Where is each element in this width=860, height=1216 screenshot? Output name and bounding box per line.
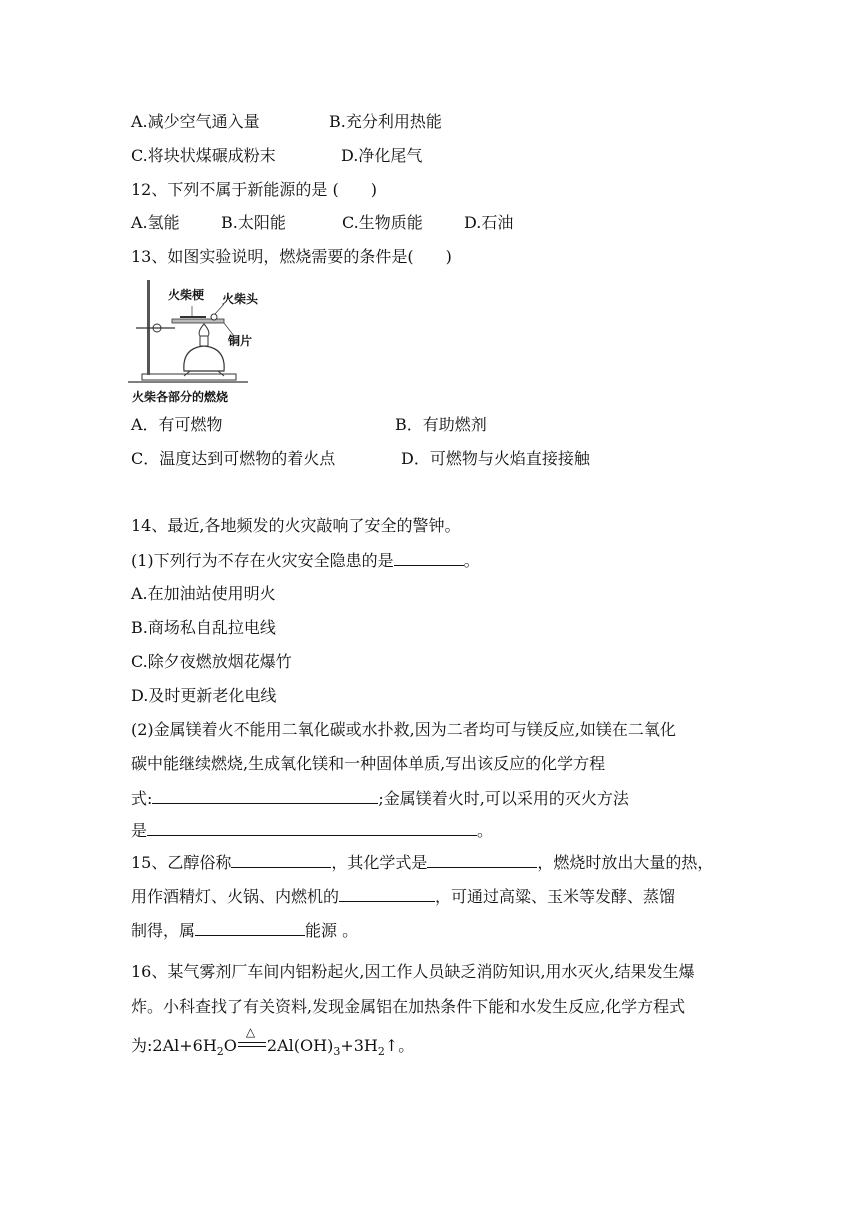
label-copper-plate: 铜片: [228, 334, 253, 348]
q15-line3-a: 制得，属: [131, 921, 196, 940]
q14-part1-text: (1)下列行为不存在火灾安全隐患的是: [131, 551, 394, 570]
q14-part2-line1: (2)金属镁着火不能用二氧化碳或水扑救,因为二者均可与镁反应,如镁在二氧化: [131, 720, 676, 739]
q14-option-b: B.商场私自乱拉电线: [131, 618, 276, 637]
q14-part2-line4-end: 。: [477, 821, 494, 840]
q15-formula-blank[interactable]: [427, 851, 537, 868]
q14-part1-blank[interactable]: [394, 549, 464, 566]
eq-arrow: [237, 1025, 267, 1051]
q14-part2-line3-rest: ;金属镁着火时,可以采用的灭火方法: [378, 789, 629, 808]
q11-option-a: A.减少空气通入量: [131, 112, 260, 131]
q12-stem: 12、下列不属于新能源的是 ( ): [131, 180, 377, 199]
q12-option-c: C.生物质能: [342, 213, 423, 232]
q15-line1-c: ，燃烧时放出大量的热，: [537, 853, 714, 872]
q15-line3: [131, 919, 358, 942]
q14-option-c: C.除夕夜燃放烟花爆竹: [131, 652, 292, 671]
q15-line1: [131, 851, 713, 874]
q11-option-b: B.充分利用热能: [329, 112, 442, 131]
q14-part2-line2: 碳中能继续燃烧,生成氧化镁和一种固体单质,写出该反应的化学方程: [131, 754, 606, 773]
eq-sub-3: 2: [377, 1045, 385, 1059]
q14-method-blank[interactable]: [147, 819, 477, 836]
eq-sub-2: 3: [333, 1045, 341, 1059]
q12-option-b: B.太阳能: [221, 213, 286, 232]
q11-option-c: C.将块状煤碾成粉末: [131, 146, 276, 165]
q15-common-name-blank[interactable]: [231, 851, 331, 868]
heat-delta-icon: △: [245, 1025, 256, 1039]
q14-part2-line3: [131, 787, 629, 810]
q14-part2-line4: [131, 819, 493, 842]
q16-line1: 16、某气雾剂厂车间内铝粉起火,因工作人员缺乏消防知识,用水灭火,结果发生爆: [131, 962, 695, 981]
q15-line1-b: ，其化学式是: [331, 853, 428, 872]
eq-prefix: 为:2Al+6H: [131, 1036, 217, 1055]
q16-equation: [131, 1025, 415, 1063]
match-burning-figure: [128, 276, 268, 408]
q15-use-blank[interactable]: [339, 885, 435, 902]
q14-part2-line3-prefix: 式:: [131, 789, 153, 808]
eq-o: O: [223, 1036, 237, 1055]
q15-line2: [131, 885, 675, 908]
q12-option-d: D.石油: [464, 213, 514, 232]
eq-sub-1: 2: [216, 1045, 224, 1059]
q11-option-d: D.净化尾气: [341, 146, 423, 165]
q15-line2-a: 用作酒精灯、火锅、内燃机的: [131, 887, 340, 906]
q13-stem: 13、如图实验说明，燃烧需要的条件是( ): [131, 247, 452, 266]
q14-option-a: A.在加油站使用明火: [131, 584, 276, 603]
q13-option-a: A．有可燃物: [131, 415, 223, 434]
q13-option-b: B．有助燃剂: [395, 415, 487, 434]
figure-caption: 火柴各部分的燃烧: [132, 390, 229, 404]
double-line: [238, 1042, 266, 1047]
eq-mid: 2Al(OH): [266, 1036, 334, 1055]
eq-mid-2: +3H: [340, 1036, 378, 1055]
q14-part1: [131, 549, 480, 572]
q14-part2-line4-prefix: 是: [131, 821, 148, 840]
label-match-stick: 火柴梗: [168, 288, 205, 302]
q16-line2: 炸。小科查找了有关资料,发现金属铝在加热条件下能和水发生反应,化学方程式: [131, 997, 686, 1016]
label-match-head: 火柴头: [222, 292, 259, 306]
q14-equation-blank[interactable]: [152, 787, 378, 804]
q14-option-d: D.及时更新老化电线: [131, 686, 277, 705]
q15-line3-b: 能源 。: [305, 921, 359, 940]
q15-energy-type-blank[interactable]: [195, 919, 305, 936]
q13-option-c: C．温度达到可燃物的着火点: [131, 449, 336, 468]
q12-option-a: A.氢能: [131, 213, 180, 232]
eq-end: ↑。: [384, 1036, 415, 1055]
q15-line2-b: ，可通过高粱、玉米等发酵、蒸馏: [435, 887, 676, 906]
q14-stem: 14、最近,各地频发的火灾敲响了安全的警钟。: [131, 516, 461, 535]
q13-option-d: D．可燃物与火焰直接接触: [401, 449, 590, 468]
q15-line1-a: 15、乙醇俗称: [131, 853, 232, 872]
q14-part1-end: 。: [463, 551, 480, 570]
